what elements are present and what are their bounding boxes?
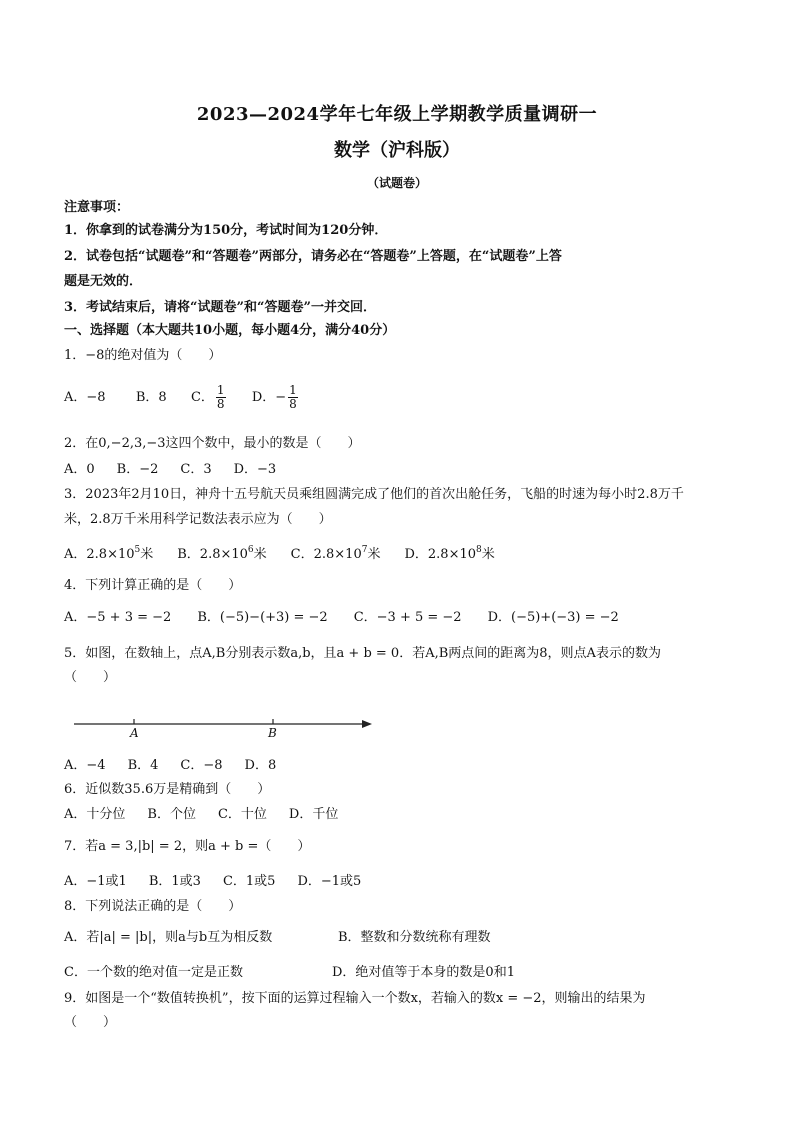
- paper-label: （试题卷）: [366, 176, 427, 190]
- q5-stem-line1: 5．如图，在数轴上，点A,B分别表示数a,b，且a + b = 0．若A,B两点间的距离为8，则点A表示的数为: [64, 646, 661, 661]
- q5-options: [64, 757, 276, 775]
- q1-options: [64, 384, 300, 411]
- q7-stem: 7．若a = 3,|b| = 2，则a + b =（ ）: [64, 839, 311, 854]
- q2-option-b: B．−2: [116, 462, 159, 477]
- note-2-cont: 题是无效的．: [64, 274, 143, 289]
- q3-option-b: B．$2.8\times 10^6$米: [177, 545, 267, 562]
- q2-option-c: C．3: [180, 462, 212, 477]
- q1-option-d: D．− $\frac{1}{8}$: [251, 383, 297, 411]
- q5-option-a: A．−4: [64, 758, 106, 773]
- q8-stem: 8．下列说法正确的是（ ）: [64, 899, 242, 914]
- q6-option-d: D．千位: [288, 807, 339, 822]
- note-1: 1．你拿到的试卷满分为150分，考试时间为120分钟．: [64, 223, 388, 238]
- q3-option-c: C．$2.8\times 10^7$米: [290, 545, 381, 562]
- q1-option-b: B．8: [135, 390, 167, 405]
- q4-stem: 4．下列计算正确的是（ ）: [64, 578, 242, 593]
- q7-option-d: D．−1或5: [297, 874, 362, 889]
- q8-option-c: C．一个数的绝对值一定是正数: [64, 965, 243, 980]
- q8-option-a: A．若|a| = |b|，则a与b互为相反数: [64, 930, 273, 945]
- q3-option-a: A．$2.8\times 10^5$米: [64, 545, 154, 562]
- note-3: 3．考试结束后，请将“试题卷”和“答题卷”一并交回．: [64, 300, 376, 315]
- q2-options: [64, 461, 276, 479]
- number-line-arrow: [362, 720, 372, 728]
- q2-stem: 2．在0,−2,3,−3这四个数中，最小的数是（ ）: [64, 436, 361, 451]
- q1-option-a: A．−8: [64, 390, 106, 405]
- q8-option-d: D．绝对值等于本身的数是0和1: [332, 965, 515, 980]
- q4-option-c: C．−3 + 5 = −2: [353, 610, 462, 625]
- number-line-figure: [74, 712, 374, 742]
- q5-option-b: B．4: [127, 758, 159, 773]
- point-a-label: A: [130, 726, 139, 740]
- q6-option-a: A．十分位: [64, 807, 126, 822]
- q1-stem: 1．−8的绝对值为（ ）: [64, 348, 222, 363]
- q7-option-b: B．1或3: [148, 874, 201, 889]
- note-2: 2．试卷包括“试题卷”和“答题卷”两部分，请务必在“答题卷”上答题，在“试题卷”上答: [64, 249, 562, 264]
- q4-option-d: D．(−5)+(−3) = −2: [487, 610, 619, 625]
- q4-option-b: B．(−5)−(+3) = −2: [197, 610, 328, 625]
- number-line: [74, 712, 374, 742]
- q1-option-c: C． $\frac{1}{8}$: [190, 383, 225, 411]
- q5-stem-line2: （ ）: [64, 670, 117, 685]
- q7-option-a: A．−1或1: [64, 874, 127, 889]
- q2-option-d: D．−3: [233, 462, 277, 477]
- q4-options: [64, 609, 619, 627]
- q6-options: [64, 806, 338, 824]
- q3-stem-line1: 3．2023年2月10日，神舟十五号航天员乘组圆满完成了他们的首次出舱任务，飞船的时速为每小时2.8万千: [64, 487, 684, 502]
- q9-stem-line2: （ ）: [64, 1015, 117, 1030]
- q2-option-a: A．0: [64, 462, 95, 477]
- q6-option-c: C．十位: [217, 807, 267, 822]
- q7-options: [64, 873, 361, 891]
- q3-options: [64, 546, 495, 564]
- section-heading: 一、选择题（本大题共10小题，每小题4分，满分40分）: [64, 323, 396, 338]
- q5-option-c: C．−8: [180, 758, 223, 773]
- exam-title: 2023—2024学年七年级上学期教学质量调研一: [196, 104, 598, 125]
- point-b-label: B: [268, 726, 277, 740]
- q9-stem-line1: 9．如图是一个“数值转换机”，按下面的运算过程输入一个数x，若输入的数x = −2，则输出的结果为: [64, 991, 646, 1006]
- q8-option-b: B．整数和分数统称有理数: [338, 930, 491, 945]
- q4-option-a: A．−5 + 3 = −2: [64, 610, 172, 625]
- q6-stem: 6．近似数35.6万是精确到（ ）: [64, 782, 271, 797]
- notes-heading: 注意事项：: [64, 200, 130, 215]
- q5-option-d: D．8: [244, 758, 277, 773]
- q6-option-b: B．个位: [147, 807, 196, 822]
- exam-subtitle: 数学（沪科版）: [334, 140, 460, 161]
- q3-option-d: D．$2.8\times 10^8$米: [404, 545, 495, 562]
- q3-stem-line2: 米，2.8万千米用科学记数法表示应为（ ）: [64, 512, 332, 527]
- q7-option-c: C．1或5: [222, 874, 276, 889]
